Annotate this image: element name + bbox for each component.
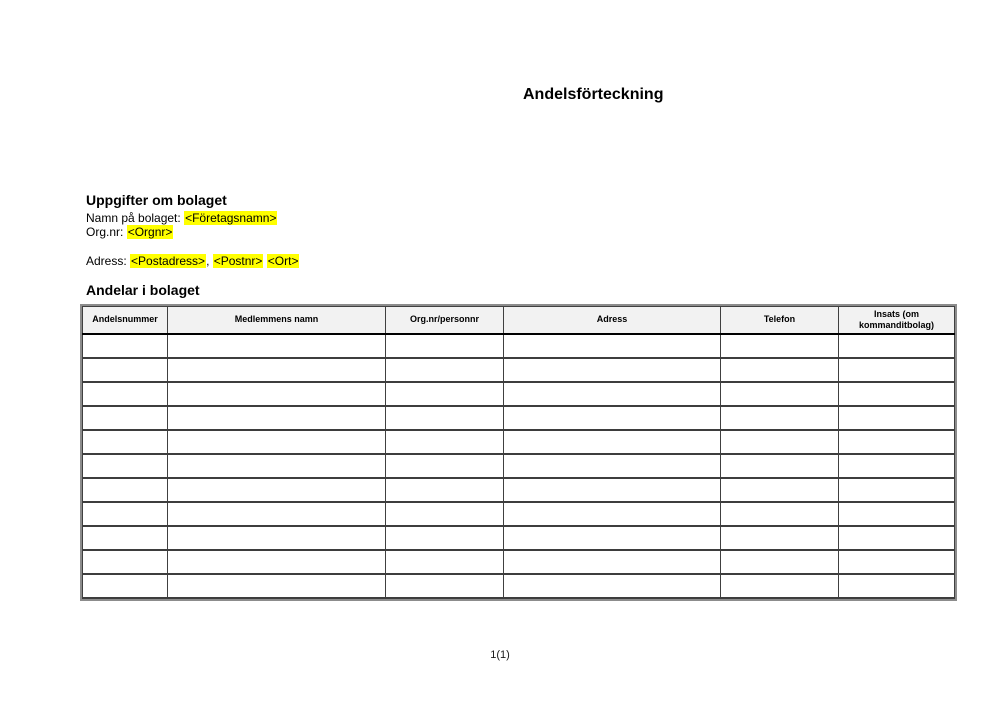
empty-cell: [839, 550, 955, 574]
empty-cell: [386, 382, 504, 406]
empty-cell: [839, 526, 955, 550]
empty-cell: [168, 454, 386, 478]
company-section-heading: Uppgifter om bolaget: [86, 192, 227, 208]
empty-cell: [504, 574, 721, 598]
table-row: [83, 430, 955, 454]
empty-cell: [168, 430, 386, 454]
document-title: Andelsförteckning: [523, 86, 664, 103]
table-row: [83, 382, 955, 406]
empty-cell: [168, 382, 386, 406]
empty-cell: [839, 406, 955, 430]
empty-cell: [83, 430, 168, 454]
table-row: [83, 478, 955, 502]
empty-cell: [504, 502, 721, 526]
empty-cell: [386, 358, 504, 382]
shares-table-frame: [80, 304, 957, 601]
empty-cell: [386, 550, 504, 574]
empty-cell: [504, 550, 721, 574]
shares-table: [82, 306, 955, 599]
shares-section-heading: Andelar i bolaget: [86, 282, 200, 298]
empty-cell: [168, 334, 386, 358]
empty-cell: [386, 574, 504, 598]
empty-cell: [386, 430, 504, 454]
empty-cell: [839, 430, 955, 454]
empty-cell: [839, 478, 955, 502]
table-row: [83, 334, 955, 358]
empty-cell: [168, 526, 386, 550]
empty-cell: [839, 358, 955, 382]
empty-cell: [504, 382, 721, 406]
orgnr-label: Org.nr:: [86, 225, 127, 239]
table-row: [83, 406, 955, 430]
empty-cell: [504, 406, 721, 430]
page-number: 1(1): [490, 649, 510, 661]
empty-cell: [721, 334, 839, 358]
empty-cell: [168, 550, 386, 574]
empty-cell: [504, 430, 721, 454]
empty-cell: [721, 454, 839, 478]
empty-cell: [839, 454, 955, 478]
empty-cell: [721, 574, 839, 598]
company-name-line: [86, 211, 277, 225]
empty-cell: [504, 526, 721, 550]
empty-cell: [839, 382, 955, 406]
empty-cell: [83, 358, 168, 382]
empty-cell: [839, 334, 955, 358]
company-name-label: Namn på bolaget:: [86, 211, 185, 225]
empty-cell: [386, 334, 504, 358]
postnr-placeholder: <Postnr>: [213, 254, 263, 268]
column-header-6: Insats (om kommanditbolag): [839, 307, 955, 334]
empty-cell: [721, 358, 839, 382]
table-row: [83, 574, 955, 598]
empty-cell: [504, 478, 721, 502]
column-header-1: Andelsnummer: [83, 307, 168, 334]
empty-cell: [721, 502, 839, 526]
column-header-4: Adress: [504, 307, 721, 334]
empty-cell: [83, 382, 168, 406]
column-header-3: Org.nr/personnr: [386, 307, 504, 334]
empty-cell: [168, 574, 386, 598]
column-header-5: Telefon: [721, 307, 839, 334]
empty-cell: [83, 502, 168, 526]
empty-cell: [83, 478, 168, 502]
table-row: [83, 550, 955, 574]
empty-cell: [168, 478, 386, 502]
empty-cell: [83, 454, 168, 478]
postadress-placeholder: <Postadress>: [131, 254, 206, 268]
ort-placeholder: <Ort>: [267, 254, 299, 268]
empty-cell: [504, 334, 721, 358]
empty-cell: [386, 406, 504, 430]
empty-cell: [721, 382, 839, 406]
empty-cell: [504, 454, 721, 478]
empty-cell: [83, 574, 168, 598]
empty-cell: [504, 358, 721, 382]
table-row: [83, 358, 955, 382]
empty-cell: [721, 526, 839, 550]
address-line: [86, 254, 299, 268]
address-label: Adress:: [86, 254, 131, 268]
empty-cell: [83, 406, 168, 430]
orgnr-placeholder: <Orgnr>: [127, 225, 173, 239]
empty-cell: [386, 454, 504, 478]
empty-cell: [839, 502, 955, 526]
empty-cell: [721, 550, 839, 574]
address-comma-separator: ,: [206, 254, 213, 268]
orgnr-line: [86, 225, 173, 239]
empty-cell: [83, 526, 168, 550]
column-header-2: Medlemmens namn: [168, 307, 386, 334]
empty-cell: [721, 430, 839, 454]
empty-cell: [168, 406, 386, 430]
empty-cell: [386, 478, 504, 502]
empty-cell: [839, 574, 955, 598]
empty-cell: [721, 478, 839, 502]
empty-cell: [386, 502, 504, 526]
table-row: [83, 502, 955, 526]
empty-cell: [83, 550, 168, 574]
table-row: [83, 454, 955, 478]
empty-cell: [83, 334, 168, 358]
empty-cell: [386, 526, 504, 550]
company-name-placeholder: <Företagsnamn>: [185, 211, 277, 225]
empty-cell: [721, 406, 839, 430]
empty-cell: [168, 358, 386, 382]
empty-cell: [168, 502, 386, 526]
table-row: [83, 526, 955, 550]
table-header-row: [83, 307, 955, 334]
